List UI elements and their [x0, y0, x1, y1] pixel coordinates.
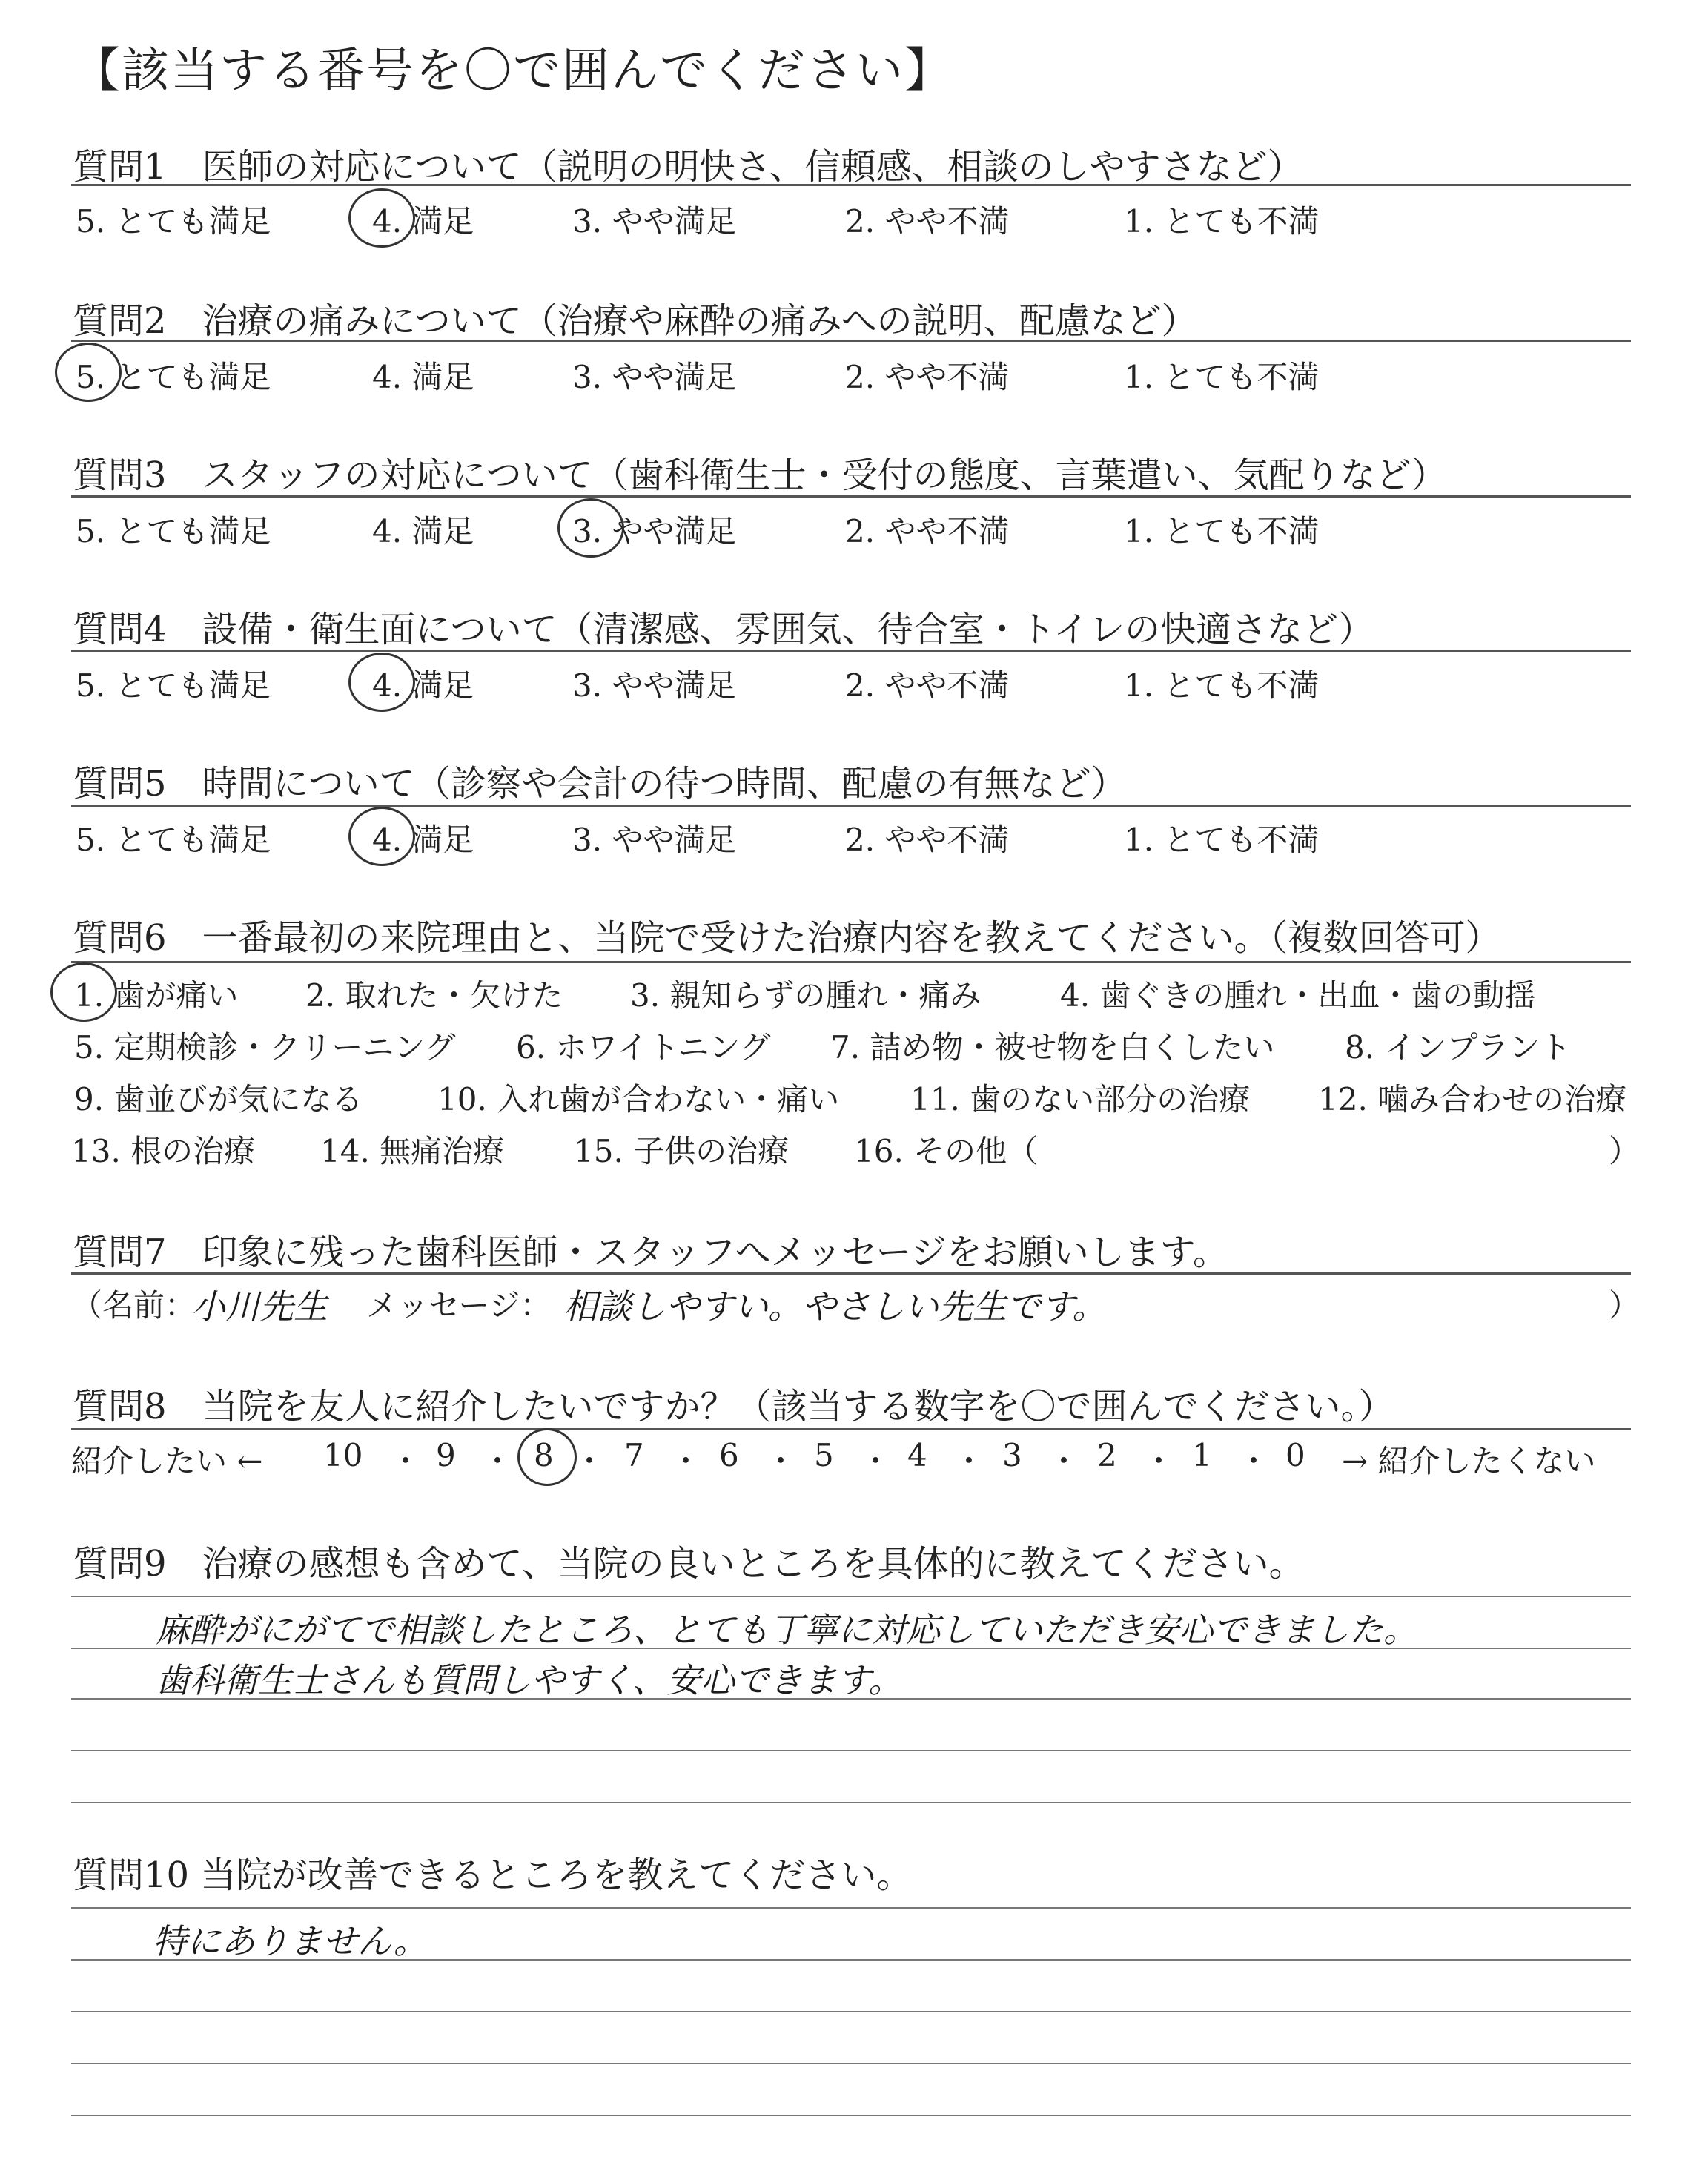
- q6-option-3[interactable]: 3. 親知らずの腫れ・痛み: [630, 977, 982, 1014]
- q6-option-7[interactable]: 7. 詰め物・被せ物を白くしたい: [830, 1029, 1275, 1066]
- question-7-rule: [71, 1272, 1631, 1275]
- q10-line: [71, 2063, 1631, 2064]
- q9-answer-line-2: 歯科衛生士さんも質問しやすく、安心できます。: [156, 1660, 903, 1700]
- question-6-title: 質問6 一番最初の来院理由と、当院で受けた治療内容を教えてください。（複数回答可）: [73, 917, 1501, 959]
- q6-option-4[interactable]: 4. 歯ぐきの腫れ・出血・歯の動揺: [1060, 977, 1536, 1014]
- q3-selection-circle: [557, 498, 624, 558]
- q2-option-5[interactable]: 5. とても満足: [76, 359, 271, 395]
- q6-option-9[interactable]: 9. 歯並びが気になる: [74, 1081, 363, 1117]
- q6-option-11[interactable]: 11. 歯のない部分の治療: [910, 1081, 1251, 1117]
- q5-selection-circle: [348, 807, 415, 866]
- question-1-title: 質問1 医師の対応について（説明の明快さ、信頼感、相談のしやすさなど）: [73, 146, 1303, 188]
- q5-option-1[interactable]: 1. とても不満: [1124, 822, 1320, 858]
- question-1-rule: [71, 184, 1631, 186]
- q4-option-4[interactable]: 4. 満足: [372, 667, 474, 704]
- q8-sep: ・: [574, 1443, 606, 1479]
- q3-option-3[interactable]: 3. やや満足: [572, 513, 737, 549]
- question-8-title: 質問8 当院を友人に紹介したいですか？（該当する数字を〇で囲んでください。）: [73, 1386, 1394, 1427]
- q6-option-16[interactable]: 16. その他（: [854, 1133, 1039, 1169]
- q8-number-4[interactable]: 4: [907, 1437, 927, 1473]
- q8-sep: ・: [670, 1443, 702, 1479]
- q6-option-8[interactable]: 8. インプラント: [1345, 1029, 1572, 1066]
- question-5-rule: [71, 805, 1631, 807]
- q6-other-close-paren: ）: [1609, 1133, 1641, 1169]
- question-2-title: 質問2 治療の痛みについて（治療や麻酔の痛みへの説明、配慮など）: [73, 300, 1197, 342]
- q2-option-1[interactable]: 1. とても不満: [1124, 359, 1320, 395]
- q8-sep: ・: [1048, 1443, 1080, 1479]
- q10-line: [71, 2011, 1631, 2012]
- question-9-title: 質問9 治療の感想も含めて、当院の良いところを具体的に教えてください。: [73, 1543, 1305, 1585]
- question-5-title: 質問5 時間について（診察や会計の待つ時間、配慮の有無など）: [73, 763, 1127, 805]
- q2-selection-circle: [55, 343, 122, 402]
- q1-option-3[interactable]: 3. やや満足: [572, 203, 737, 240]
- question-6-rule: [71, 961, 1631, 963]
- question-10-title: 質問10 当院が改善できるところを教えてください。: [73, 1855, 913, 1896]
- q8-number-7[interactable]: 7: [624, 1437, 644, 1473]
- question-3-rule: [71, 495, 1631, 498]
- q3-option-2[interactable]: 2. やや不満: [845, 513, 1010, 549]
- q1-option-5[interactable]: 5. とても満足: [76, 203, 271, 240]
- q8-number-6[interactable]: 6: [719, 1437, 739, 1473]
- q8-number-1[interactable]: 1: [1192, 1437, 1212, 1473]
- q5-option-5[interactable]: 5. とても満足: [76, 822, 271, 858]
- q4-option-2[interactable]: 2. やや不満: [845, 667, 1010, 704]
- q5-option-2[interactable]: 2. やや不満: [845, 822, 1010, 858]
- q4-option-5[interactable]: 5. とても満足: [76, 667, 271, 704]
- q8-sep: ・: [390, 1443, 422, 1479]
- q8-number-0[interactable]: 0: [1285, 1437, 1305, 1473]
- q3-option-5[interactable]: 5. とても満足: [76, 513, 271, 549]
- q9-line: [71, 1802, 1631, 1803]
- question-8-rule: [71, 1428, 1631, 1430]
- q8-number-8[interactable]: 8: [534, 1437, 554, 1473]
- q10-line: [71, 2115, 1631, 2116]
- q2-option-2[interactable]: 2. やや不満: [845, 359, 1010, 395]
- q3-option-1[interactable]: 1. とても不満: [1124, 513, 1320, 549]
- q9-answer-line-1: 麻酔がにがてで相談したところ、とても丁寧に対応していただき安心できました。: [156, 1610, 1417, 1650]
- q8-number-10[interactable]: 10: [323, 1437, 363, 1473]
- q2-option-4[interactable]: 4. 満足: [372, 359, 474, 395]
- q6-option-2[interactable]: 2. 取れた・欠けた: [305, 977, 563, 1014]
- q8-number-9[interactable]: 9: [436, 1437, 456, 1473]
- q6-option-6[interactable]: 6. ホワイトニング: [516, 1029, 771, 1066]
- q4-option-3[interactable]: 3. やや満足: [572, 667, 737, 704]
- q1-option-4[interactable]: 4. 満足: [372, 203, 474, 240]
- q4-selection-circle: [348, 653, 415, 712]
- question-3-title: 質問3 スタッフの対応について（歯科衛生士・受付の態度、言葉遣い、気配りなど）: [73, 455, 1447, 496]
- q6-selection-circle: [50, 962, 117, 1022]
- q1-selection-circle: [348, 188, 415, 248]
- q6-option-1[interactable]: 1. 歯が痛い: [74, 977, 239, 1014]
- question-2-rule: [71, 340, 1631, 342]
- q8-sep: ・: [953, 1443, 985, 1479]
- q1-option-2[interactable]: 2. やや不満: [845, 203, 1010, 240]
- q8-left-label: 紹介したい ←: [71, 1443, 263, 1479]
- q10-line: [71, 1907, 1631, 1909]
- q7-message-label: メッセージ：: [366, 1287, 552, 1324]
- q8-selection-circle: [517, 1428, 577, 1486]
- q6-option-12[interactable]: 12. 噛み合わせの治療: [1318, 1081, 1627, 1117]
- q5-option-3[interactable]: 3. やや満足: [572, 822, 737, 858]
- q7-message-value[interactable]: 相談しやすい。やさしい先生です。: [563, 1287, 1107, 1327]
- q3-option-4[interactable]: 4. 満足: [372, 513, 474, 549]
- page-header: 【該当する番号を〇で囲んでください】: [73, 44, 953, 99]
- q8-sep: ・: [860, 1443, 892, 1479]
- q8-sep: ・: [765, 1443, 797, 1479]
- q6-option-10[interactable]: 10. 入れ歯が合わない・痛い: [437, 1081, 840, 1117]
- q7-close-paren: ）: [1609, 1287, 1641, 1324]
- q6-option-15[interactable]: 15. 子供の治療: [574, 1133, 790, 1169]
- q5-option-4[interactable]: 4. 満足: [372, 822, 474, 858]
- q2-option-3[interactable]: 3. やや満足: [572, 359, 737, 395]
- question-7-title: 質問7 印象に残った歯科医師・スタッフへメッセージをお願いします。: [73, 1232, 1228, 1273]
- q7-name-label: （名前：: [71, 1287, 196, 1324]
- q8-number-3[interactable]: 3: [1002, 1437, 1022, 1473]
- q8-sep: ・: [482, 1443, 514, 1479]
- q9-line: [71, 1596, 1631, 1597]
- q8-sep: ・: [1238, 1443, 1270, 1479]
- question-4-rule: [71, 650, 1631, 652]
- q6-option-13[interactable]: 13. 根の治療: [71, 1133, 256, 1169]
- q9-line: [71, 1750, 1631, 1751]
- q7-name-value[interactable]: 小川先生: [191, 1287, 328, 1327]
- q8-number-5[interactable]: 5: [814, 1437, 834, 1473]
- q6-option-5[interactable]: 5. 定期検診・クリーニング: [74, 1029, 456, 1066]
- q1-option-1[interactable]: 1. とても不満: [1124, 203, 1320, 240]
- q8-number-2[interactable]: 2: [1097, 1437, 1117, 1473]
- q10-answer-line-1: 特にありません。: [153, 1921, 428, 1961]
- q4-option-1[interactable]: 1. とても不満: [1124, 667, 1320, 704]
- q8-sep: ・: [1143, 1443, 1175, 1479]
- q6-option-14[interactable]: 14. 無痛治療: [320, 1133, 505, 1169]
- question-4-title: 質問4 設備・衛生面について（清潔感、雰囲気、待合室・トイレの快適さなど）: [73, 609, 1374, 650]
- q8-right-label: → 紹介したくない: [1342, 1443, 1596, 1479]
